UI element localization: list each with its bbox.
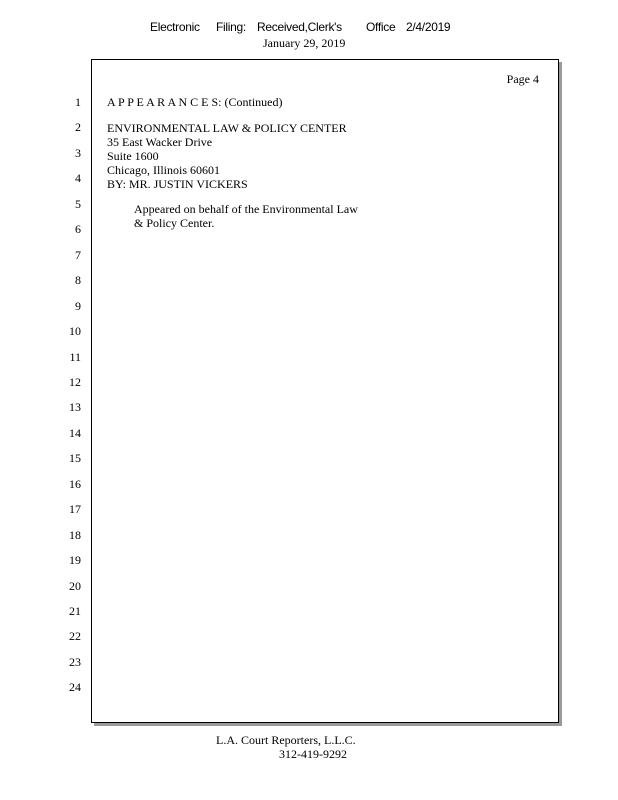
line-number: 13 (69, 400, 81, 414)
line-number: 23 (69, 655, 81, 669)
line-number: 3 (75, 146, 81, 160)
line-number: 20 (69, 579, 81, 593)
line-number: 11 (69, 350, 81, 364)
footer-phone: 312-419-9292 (279, 747, 347, 761)
line-number: 2 (75, 120, 81, 134)
line-number: 16 (69, 477, 81, 491)
line-number: 21 (69, 604, 81, 618)
line-number: 5 (75, 197, 81, 211)
line-number: 12 (69, 375, 81, 389)
line-number: 19 (69, 553, 81, 567)
appearances-heading: A P P E A R A N C E S: (Continued) (107, 95, 283, 109)
line-number: 7 (75, 248, 81, 262)
org-name: ENVIRONMENTAL LAW & POLICY CENTER (107, 121, 347, 135)
attorney-name: BY: MR. JUSTIN VICKERS (107, 177, 248, 191)
line-number: 1 (75, 95, 81, 109)
stamp-electronic: Electronic (150, 20, 200, 34)
footer-company: L.A. Court Reporters, L.L.C. (216, 733, 356, 747)
street-address: 35 East Wacker Drive (107, 135, 213, 149)
page-number: Page 4 (506, 72, 539, 86)
stamp-office: Office (366, 20, 396, 34)
line-number: 8 (75, 273, 81, 287)
line-number: 24 (69, 680, 81, 694)
line-number: 4 (75, 171, 81, 185)
line-number: 15 (69, 451, 81, 465)
appearance-note-line2: & Policy Center. (134, 216, 215, 230)
transcript-page-frame (91, 59, 559, 723)
stamp-filed-date: 2/4/2019 (406, 20, 451, 34)
line-number: 6 (75, 222, 81, 236)
line-number: 9 (75, 299, 81, 313)
stamp-received: Received,Clerk's (257, 20, 342, 34)
line-number: 14 (69, 426, 81, 440)
line-number: 22 (69, 629, 81, 643)
line-number: 18 (69, 528, 81, 542)
city-address: Chicago, Illinois 60601 (107, 163, 220, 177)
appearance-note-line1: Appeared on behalf of the Environmental Law (134, 202, 358, 216)
line-number: 10 (69, 324, 81, 338)
line-number: 17 (69, 502, 81, 516)
transcript-date: January 29, 2019 (263, 36, 346, 50)
stamp-filing: Filing: (216, 20, 246, 34)
suite-address: Suite 1600 (107, 149, 159, 163)
